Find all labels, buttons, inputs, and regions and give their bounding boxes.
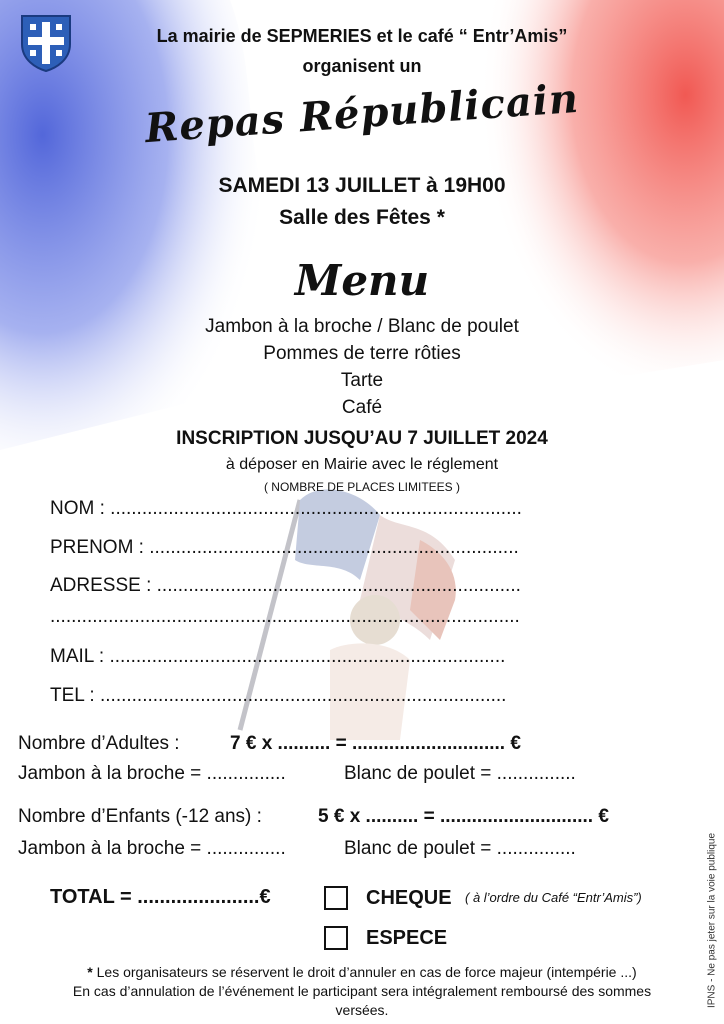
menu-item-2: Pommes de terre rôties (263, 343, 461, 364)
event-title: Repas Républicain (143, 74, 581, 153)
espece-checkbox[interactable] (324, 926, 348, 950)
adresse-field-line-2[interactable]: ......................................................................................... (50, 606, 520, 627)
footer-line-2: En cas d’annulation de l’événement le participant sera intégralement remboursé des sommes (72, 983, 652, 999)
adults-price-line[interactable]: 7 € x .......... = ............................. € (230, 733, 521, 754)
menu-item-4: Café (341, 397, 383, 418)
children-price-line[interactable]: 5 € x .......... = ............................. € (318, 806, 609, 827)
total-field[interactable]: TOTAL = ......................€ (50, 886, 271, 908)
limited-places-note: ( NOMBRE DE PLACES LIMITEES ) (263, 480, 461, 494)
ipns-side-note: IPNS - Ne pas jeter sur la voie publique (706, 832, 718, 1009)
menu-item-3: Tarte (340, 370, 384, 391)
espece-label: ESPECE (366, 927, 448, 949)
cheque-label: CHEQUE (366, 887, 452, 909)
cheque-note: ( à l’ordre du Café “Entr’Amis”) (465, 890, 642, 905)
children-label: Nombre d’Enfants (-12 ans) : (18, 806, 262, 827)
organizers-line: La mairie de SEPMERIES et le café “ Entr’Amis” (156, 26, 568, 46)
children-poulet-field[interactable]: Blanc de poulet = ............... (344, 838, 576, 859)
event-date: SAMEDI 13 JUILLET à 19H00 (218, 174, 506, 197)
adults-poulet-field[interactable]: Blanc de poulet = ............... (344, 763, 576, 784)
tel-field[interactable]: TEL : ............................................................................. (50, 685, 507, 706)
footer-line-3: versées. (335, 1002, 389, 1018)
footer-line-1: Les organisateurs se réservent le droit d’annuler en cas de force majeur (intempérie ...) (96, 964, 637, 980)
footer-star: * (87, 964, 93, 980)
menu-heading: Menu (294, 256, 430, 305)
adults-jambon-field[interactable]: Jambon à la broche = ............... (18, 763, 286, 784)
event-venue: Salle des Fêtes * (279, 206, 445, 229)
inscription-subtitle: à déposer en Mairie avec le réglement (225, 456, 499, 473)
organizers-line-2: organisent un (302, 56, 422, 76)
prenom-field[interactable]: PRENOM : ...................................................................... (50, 537, 519, 558)
children-jambon-field[interactable]: Jambon à la broche = ............... (18, 838, 286, 859)
inscription-title: INSCRIPTION JUSQU’AU 7 JUILLET 2024 (176, 428, 548, 449)
adults-label: Nombre d’Adultes : (18, 733, 180, 754)
footer-disclaimer (0, 963, 724, 1020)
mail-field[interactable]: MAIL : ........................................................................... (50, 646, 506, 667)
nom-field[interactable]: NOM : .............................................................................. (50, 498, 522, 519)
adresse-field[interactable]: ADRESSE : ..................................................................... (50, 575, 521, 596)
cheque-checkbox[interactable] (324, 886, 348, 910)
menu-item-1: Jambon à la broche / Blanc de poulet (205, 316, 519, 337)
